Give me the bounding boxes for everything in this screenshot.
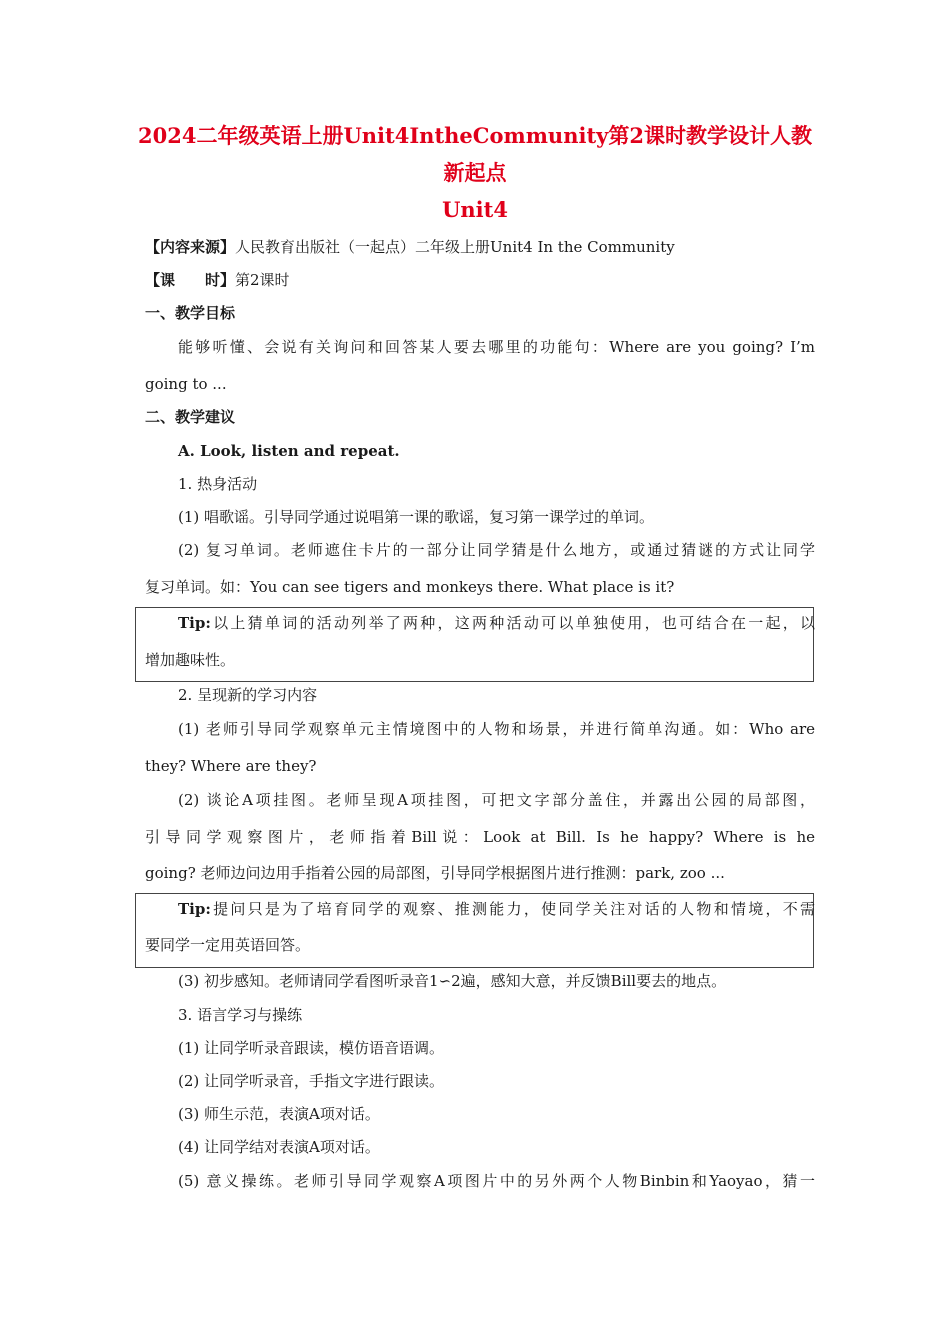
document-title-continued: 新起点 xyxy=(443,160,507,185)
period-label: 【课 时】 xyxy=(145,271,236,289)
tip-1-line-1 xyxy=(178,612,815,634)
step-1-heading: 1. 热身活动 xyxy=(178,475,258,493)
part-a-heading: A. Look, listen and repeat. xyxy=(178,442,400,460)
step-3-heading: 3. 语言学习与操练 xyxy=(178,1006,303,1024)
document-title: 2024二年级英语上册Unit4IntheCommunity第2课时教学设计人教 xyxy=(138,123,812,148)
step-1-item-2-line-1: (2) 复习单词。老师遮住卡片的一部分让同学猜是什么地方，或通过猜谜的方式让同学 xyxy=(178,541,815,559)
tip-1-label: Tip: xyxy=(178,614,211,632)
tip-2-line-2: 要同学一定用英语回答。 xyxy=(145,936,311,954)
step-2-item-1-line-1: (1) 老师引导同学观察单元主情境图中的人物和场景，并进行简单沟通。如：Who are xyxy=(178,720,815,738)
objective-text-line-2: going to ... xyxy=(145,375,227,393)
unit-heading: Unit4 xyxy=(442,197,508,222)
period-line xyxy=(145,269,815,291)
source-line xyxy=(145,236,815,258)
step-3-item-2: (2) 让同学听录音，手指文字进行跟读。 xyxy=(178,1072,445,1090)
tip-2-label: Tip: xyxy=(178,900,211,918)
tip-2-text: 提问只是为了培育同学的观察、推测能力，使同学关注对话的人物和情境，不需 xyxy=(210,900,815,918)
tip-1-text: 以上猜单词的活动列举了两种，这两种活动可以单独使用，也可结合在一起，以 xyxy=(210,614,815,632)
section-heading-objectives: 一、教学目标 xyxy=(145,304,236,322)
tip-1-line-2: 增加趣味性。 xyxy=(145,651,236,669)
step-3-item-1: (1) 让同学听录音跟读，模仿语音语调。 xyxy=(178,1039,445,1057)
period-value: 第2课时 xyxy=(235,271,290,289)
step-2-item-1-line-2: they? Where are they? xyxy=(145,757,317,775)
step-2-item-2-line-2: 引导同学观察图片，老师指着Bill说：Look at Bill. Is he happy? Where is he xyxy=(145,828,815,846)
step-1-item-2-line-2: 复习单词。如：You can see tigers and monkeys there. What place is it? xyxy=(145,578,675,596)
step-3-item-5: (5) 意义操练。老师引导同学观察A项图片中的另外两个人物Binbin和Yaoyao，猜一 xyxy=(178,1172,815,1190)
step-3-item-3: (3) 师生示范，表演A项对话。 xyxy=(178,1105,380,1123)
source-value: 人民教育出版社（一起点）二年级上册Unit4 In the Community xyxy=(235,238,675,256)
step-3-item-4: (4) 让同学结对表演A项对话。 xyxy=(178,1138,380,1156)
section-heading-suggestions: 二、教学建议 xyxy=(145,408,236,426)
step-2-item-2-line-3: going? 老师边问边用手指着公园的局部图，引导同学根据图片进行推测：park, zoo ... xyxy=(145,864,725,882)
step-1-item-1: (1) 唱歌谣。引导同学通过说唱第一课的歌谣，复习第一课学过的单词。 xyxy=(178,508,655,526)
source-label: 【内容来源】 xyxy=(145,238,236,256)
objective-text-line-1: 能够听懂、会说有关询问和回答某人要去哪里的功能句：Where are you going? I’m xyxy=(178,338,815,356)
step-2-heading: 2. 呈现新的学习内容 xyxy=(178,686,318,704)
step-2-item-3: (3) 初步感知。老师请同学看图听录音1∽2遍，感知大意，并反馈Bill要去的地点。 xyxy=(178,972,727,990)
step-2-item-2-line-1: (2) 谈论A项挂图。老师呈现A项挂图，可把文字部分盖住，并露出公园的局部图， xyxy=(178,791,815,809)
tip-2-line-1 xyxy=(178,898,815,920)
